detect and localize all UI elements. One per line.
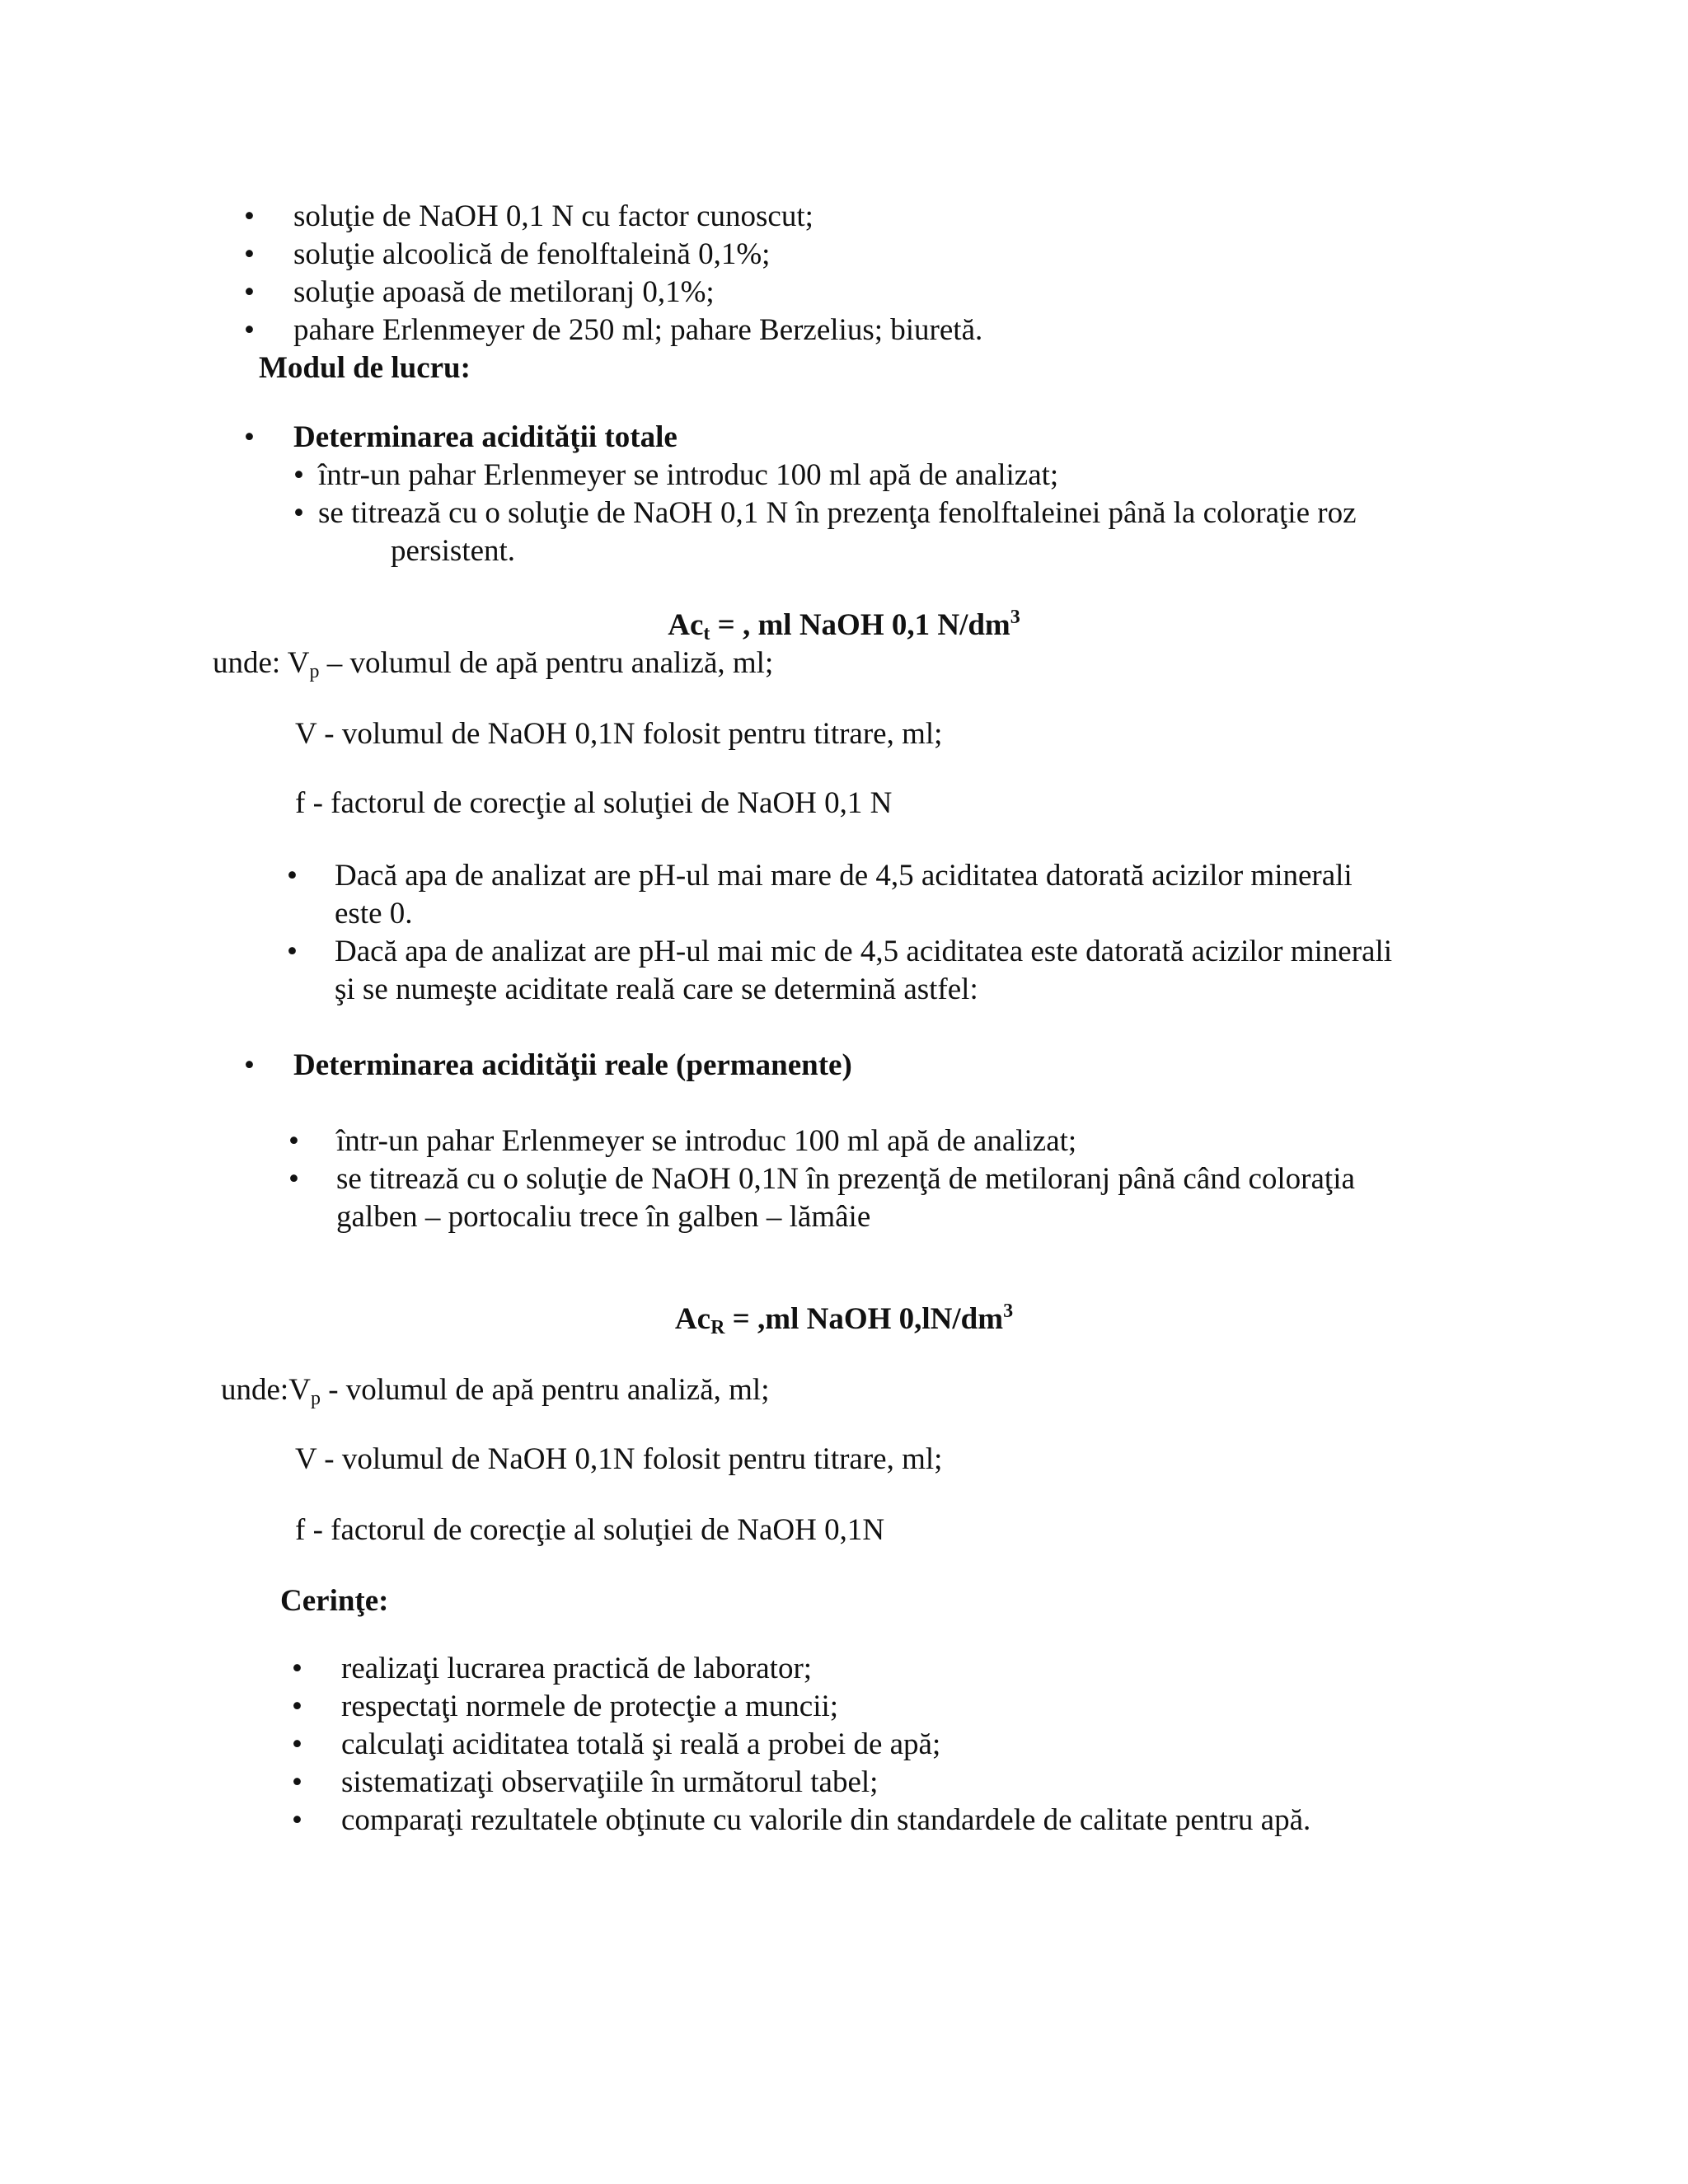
sub-bullet: • — [293, 496, 304, 530]
real-acidity-formula: $Ac_R = ,ml$ NaOH $0,lN/dm^3$ — [674, 1301, 1014, 1338]
material-item: pahare Erlenmeyer de 250 ml; pahare Berzelius; biuretă. — [293, 313, 983, 347]
requirement-item: calculaţi aciditatea totală şi reală a probei de apă; — [341, 1727, 941, 1761]
real-step-2-cont: galben – portocaliu trece în galben – lămâie — [336, 1200, 871, 1234]
bullet: • — [244, 237, 255, 271]
method-heading: Modul de lucru: — [259, 351, 471, 385]
real-v-definition: V - volumul de NaOH 0,1N folosit pentru titrare, ml; — [295, 1442, 943, 1476]
total-step-1: într-un pahar Erlenmeyer se introduc 100 ml apă de analizat; — [318, 458, 1059, 492]
real-where-vp: $unde:V_p$ - volumul de apă pentru analiză, ml; — [221, 1373, 770, 1409]
requirement-item: respectaţi normele de protecţie a muncii; — [341, 1690, 839, 1723]
real-f-definition: f - factorul de corecţie al soluţiei de NaOH 0,1N — [295, 1513, 885, 1547]
real-step-1: într-un pahar Erlenmeyer se introduc 100 ml apă de analizat; — [336, 1124, 1077, 1158]
total-v-definition: V - volumul de NaOH 0,1N folosit pentru titrare, ml; — [295, 717, 943, 751]
bullet: • — [292, 1690, 302, 1723]
bullet: • — [244, 420, 255, 454]
bullet: • — [244, 313, 255, 347]
bullet: • — [288, 1162, 299, 1196]
note-item: Dacă apa de analizat are pH-ul mai mare de 4,5 aciditatea datorată acizilor minerali — [335, 859, 1353, 893]
bullet: • — [292, 1803, 302, 1837]
requirement-item: realizaţi lucrarea practică de laborator; — [341, 1652, 813, 1685]
bullet: • — [288, 1124, 299, 1158]
requirement-item: comparaţi rezultatele obţinute cu valorile din standardele de calitate pentru apă. — [341, 1803, 1311, 1837]
note-item-cont: şi se numeşte aciditate reală care se determină astfel: — [335, 972, 978, 1006]
total-acidity-formula: $Ac_t$ = , ml NaOH 0,1 $N/dm^3$ — [668, 607, 1020, 644]
bullet: • — [244, 199, 255, 233]
total-acidity-heading: Determinarea acidităţii totale — [293, 420, 678, 454]
bullet: • — [292, 1727, 302, 1761]
bullet: • — [287, 935, 298, 968]
sub-bullet: • — [293, 458, 304, 492]
bullet: • — [292, 1765, 302, 1799]
total-where-vp: unde: $V_p$ – volumul de apă pentru analiză, ml; — [213, 646, 774, 682]
real-acidity-heading: Determinarea acidităţii reale (permanente) — [293, 1048, 852, 1082]
material-item: soluţie alcoolică de fenolftaleină 0,1%; — [293, 237, 771, 271]
bullet: • — [292, 1652, 302, 1685]
total-f-definition: f - factorul de corecţie al soluţiei de NaOH 0,1 N — [295, 786, 893, 820]
bullet: • — [244, 275, 255, 309]
material-item: soluţie apoasă de metiloranj 0,1%; — [293, 275, 715, 309]
requirements-heading: Cerinţe: — [280, 1584, 389, 1618]
total-step-2: se titrează cu o soluţie de NaOH 0,1 N în prezenţa fenolftaleinei până la coloraţie roz — [318, 496, 1357, 530]
requirement-item: sistematizaţi observaţiile în următorul tabel; — [341, 1765, 879, 1799]
note-item: Dacă apa de analizat are pH-ul mai mic de 4,5 aciditatea este datorată acizilor minerali — [335, 935, 1393, 968]
material-item: soluţie de NaOH 0,1 N cu factor cunoscut; — [293, 199, 814, 233]
bullet: • — [287, 859, 298, 893]
note-item-cont: este 0. — [335, 897, 413, 930]
real-step-2: se titrează cu o soluţie de NaOH 0,1N în prezenţă de metiloranj până când coloraţia — [336, 1162, 1355, 1196]
total-step-2-cont: persistent. — [391, 534, 516, 568]
bullet: • — [244, 1048, 255, 1082]
